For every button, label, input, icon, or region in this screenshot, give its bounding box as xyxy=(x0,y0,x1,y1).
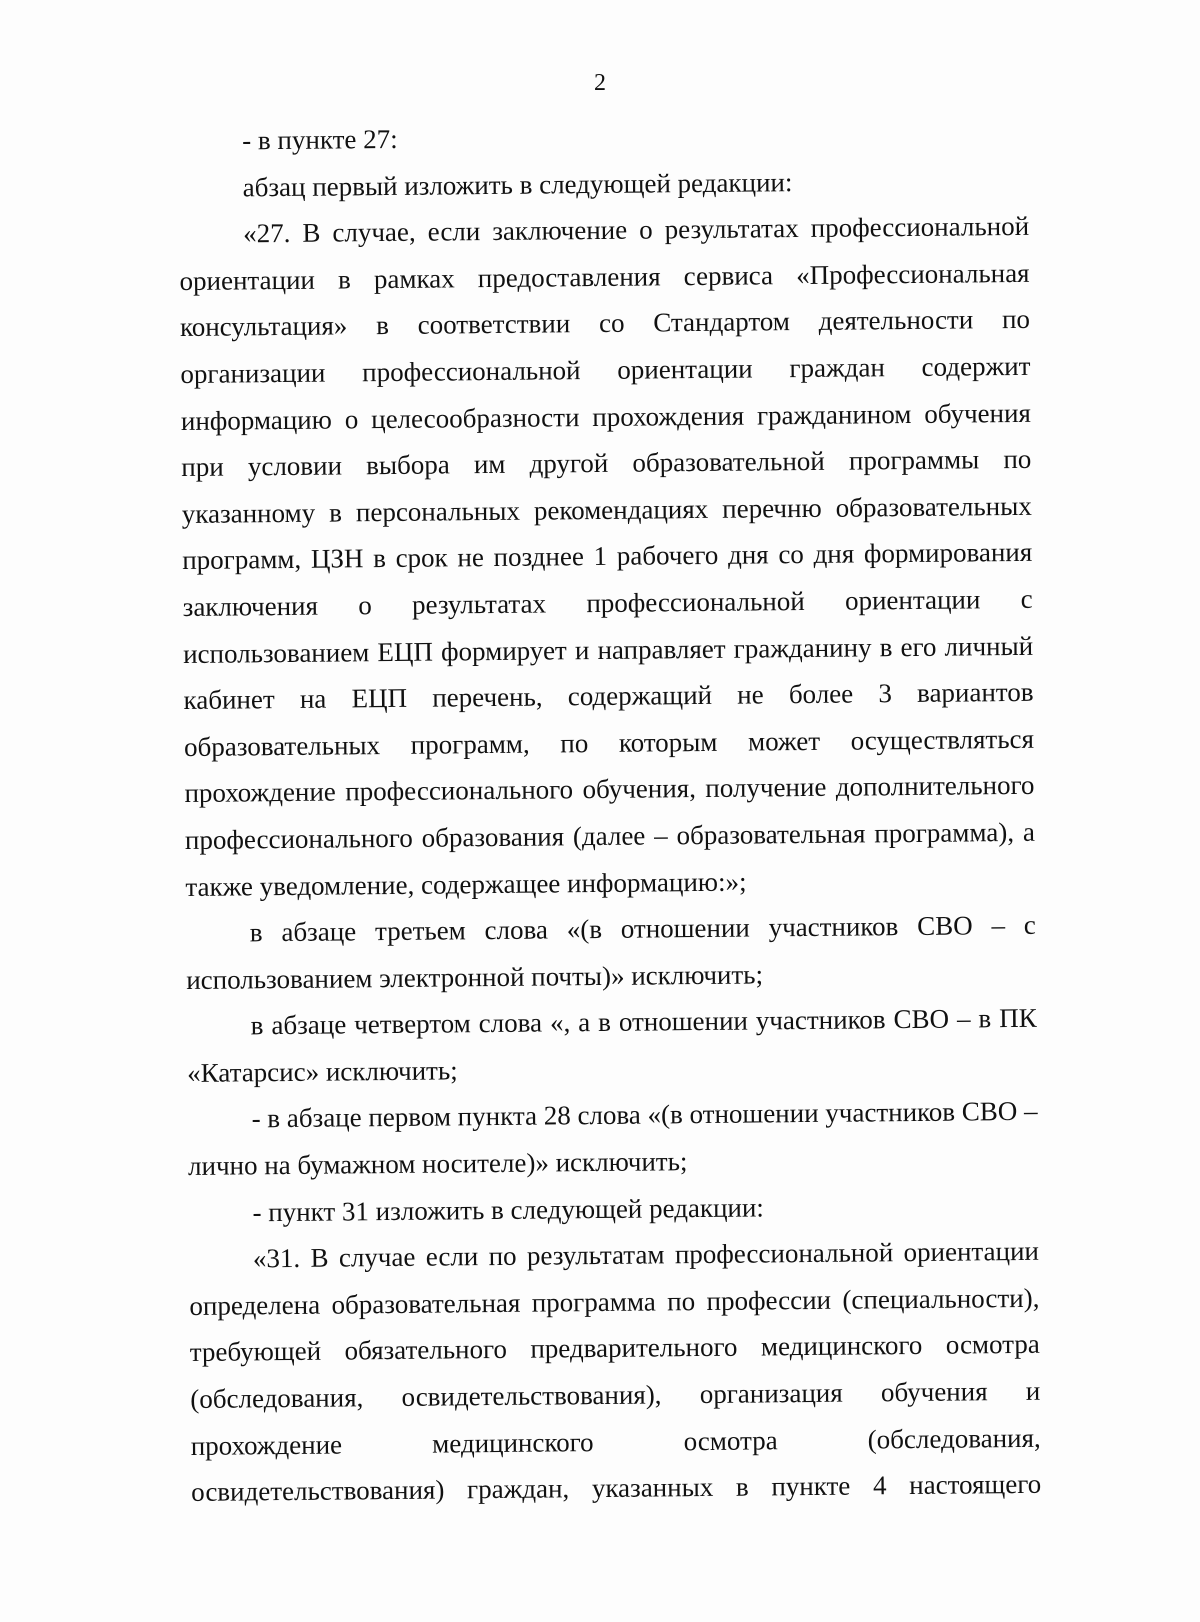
paragraph-item-27-text: «27. В случае, если заключение о результатах профессиональной ориентации в рамках предоставления сервиса «Профессиональная консультация» в соответствии со Стандартом деятельности по организации профессиональной ориентации граждан содержит информацию о целесообразности прохождения гражданином обучения при условии выбора им другой образовательной программы по указанному в персональных рекомендациях перечню образовательных программ, ЦЗН в срок не позднее 1 рабочего дня со дня формирования заключения о результатах профессиональной ориентации с использованием ЕЦП формирует и направляет гражданину в его личный кабинет на ЕЦП перечень, содержащий не более 3 вариантов образовательных программ, по которым может осуществляться прохождение профессионального обучения, получение дополнительного профессионального образования (далее – образовательная программа), а также уведомление, содержащее информацию:»; xyxy=(179,211,1036,902)
paragraph-item-31-text: «31. В случае если по результатам профессиональной ориентации определена образовательная программа по профессии (специальности), требующей обязательного предварительного медицинского осмотра (обследования, освидетельствования), организация обучения и прохождение медицинского осмотра (обследования, освидетельствования) граждан, указанных в пункте 4 настоящего xyxy=(189,1236,1042,1508)
paragraph-abzac-fourth: в абзаце четвертом слова «, а в отношении участников СВО – в ПК «Катарсис» исключить; xyxy=(187,1003,1037,1088)
paragraph-item-28: - в абзаце первом пункта 28 слова «(в отношении участников СВО – лично на бумажном носителе)» исключить; xyxy=(187,1096,1038,1182)
paragraph-abzac-third: в абзаце третьем слова «(в отношении участников СВО – с использованием электронной почты)» исключить; xyxy=(186,909,1036,995)
paragraph-item-31-intro: - пункт 31 изложить в следующей редакции: xyxy=(252,1192,765,1227)
paragraph-item-27-intro: - в пункте 27: xyxy=(242,123,398,156)
paragraph-abzac-first: абзац первый изложить в следующей редакции: xyxy=(242,166,793,202)
document-body xyxy=(178,110,1041,1516)
page-number: 2 xyxy=(594,70,606,96)
